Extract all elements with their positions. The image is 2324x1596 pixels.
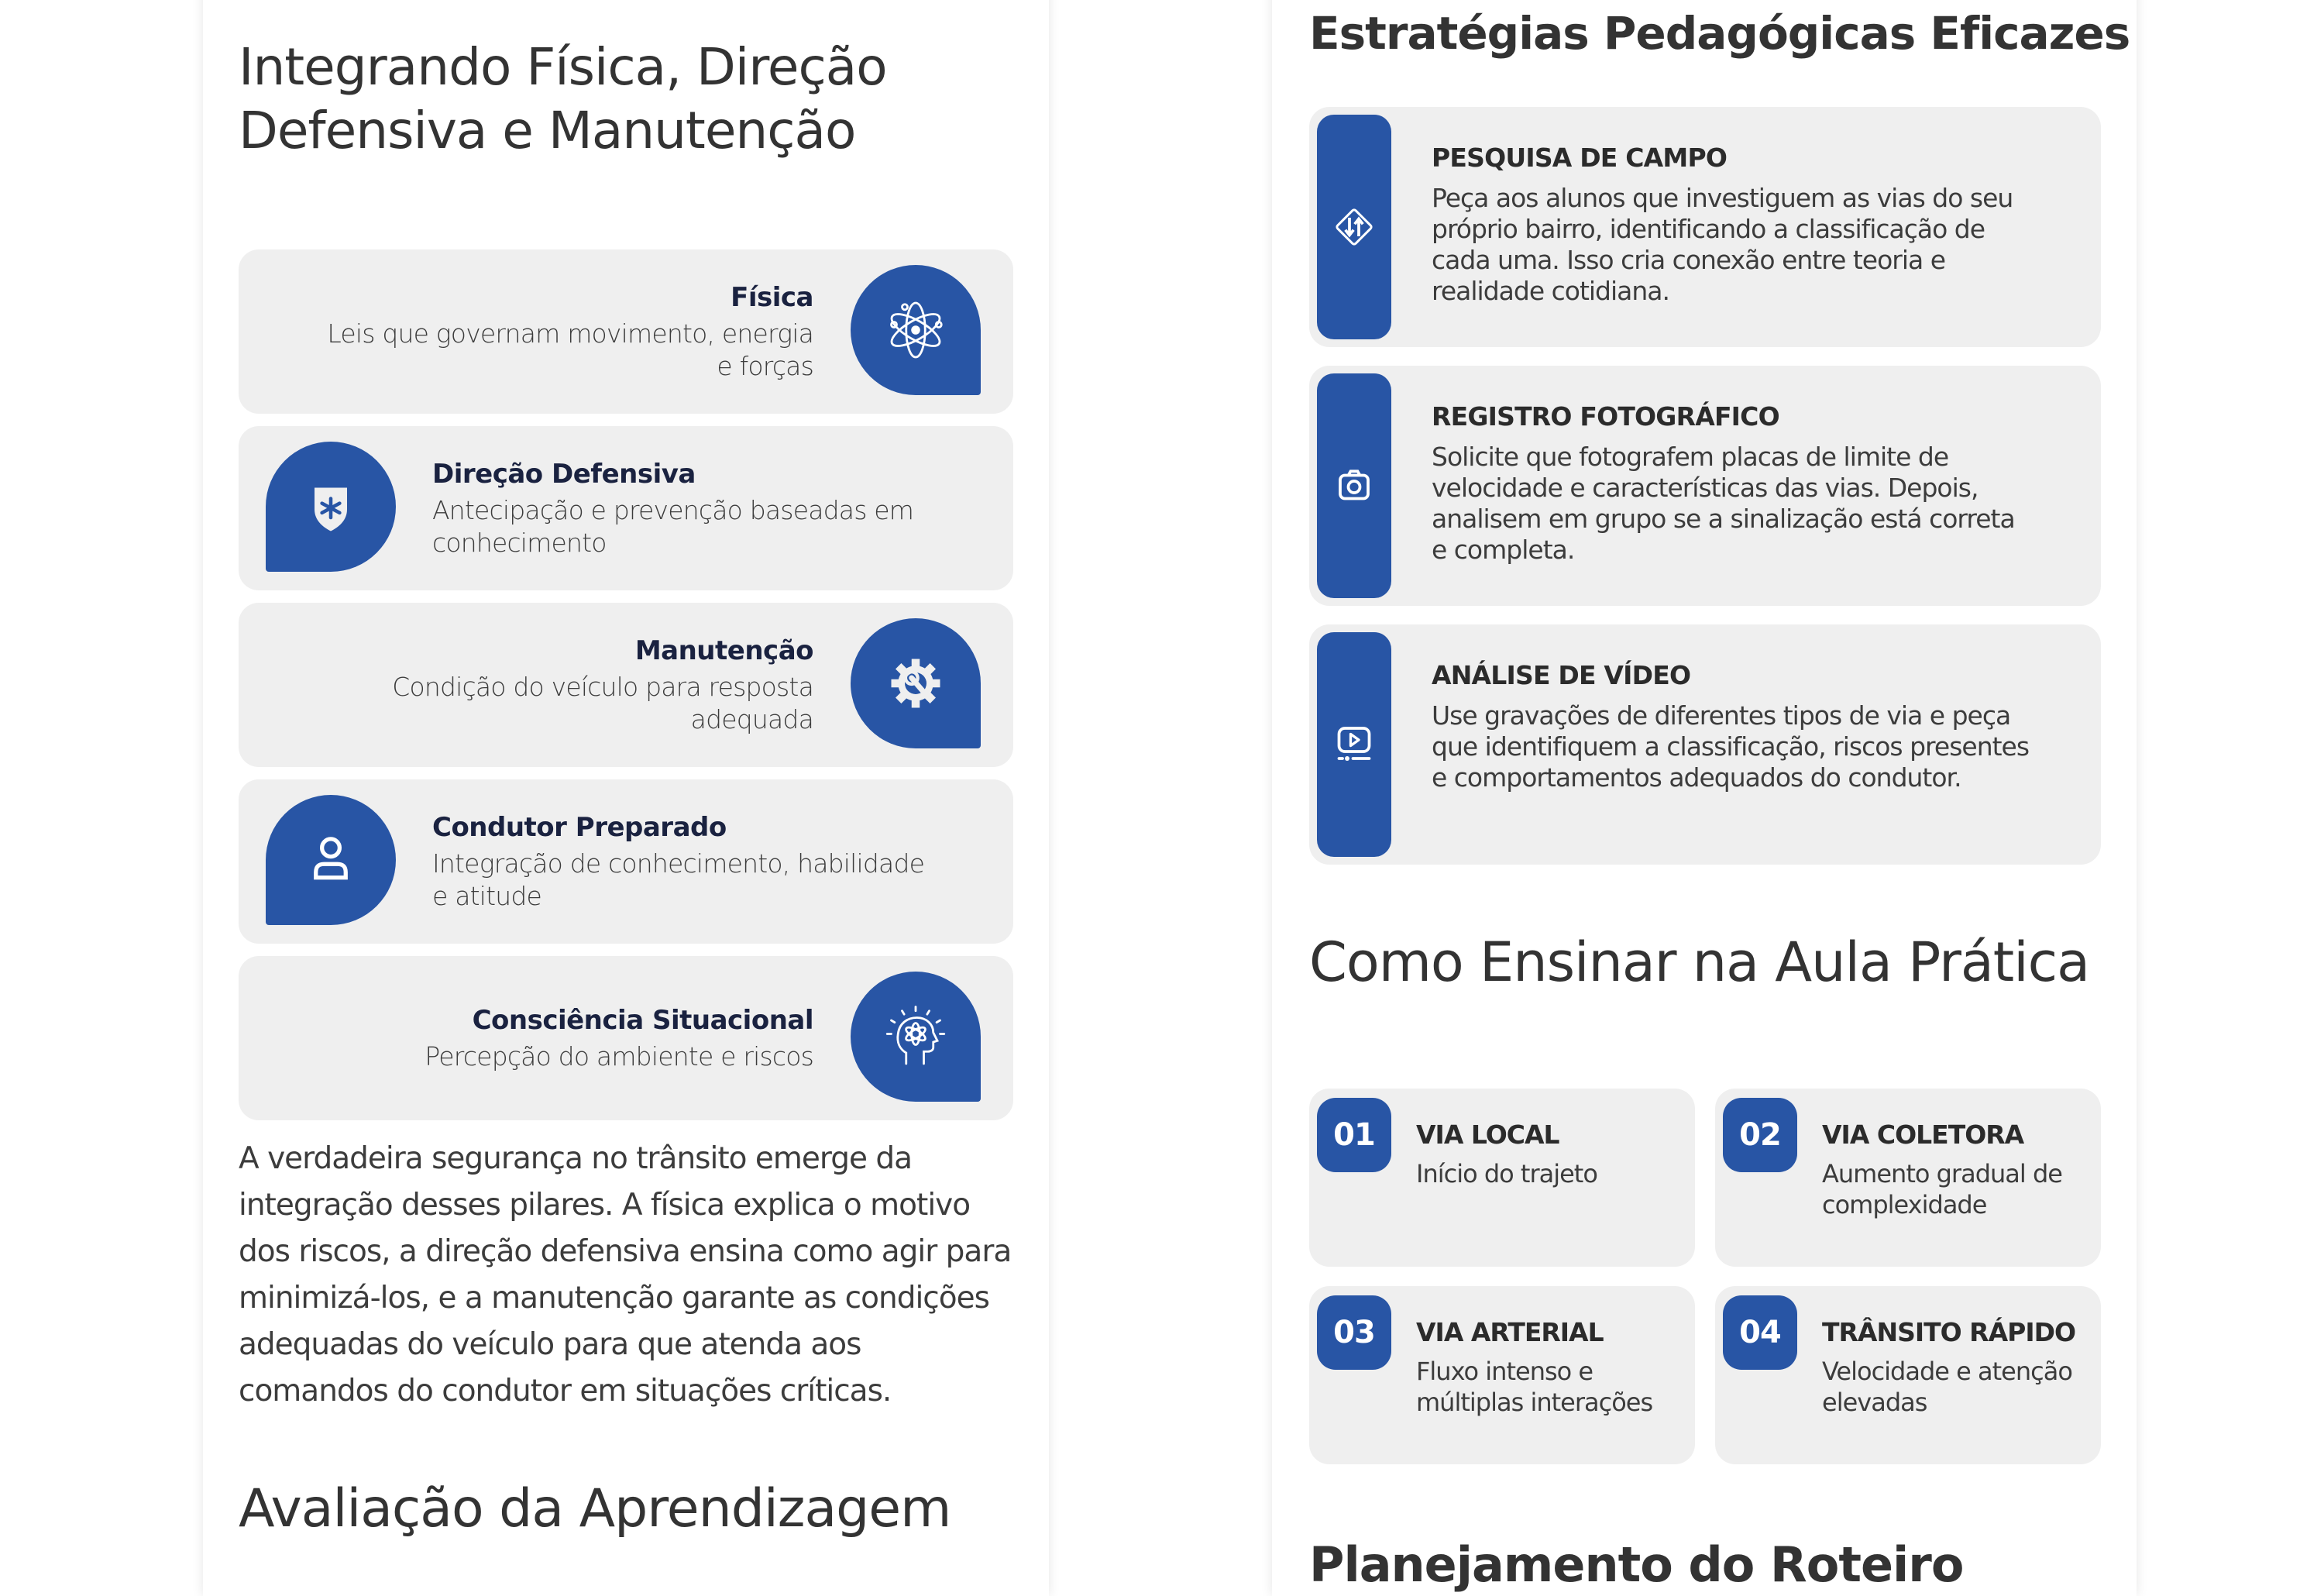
strategy-description: Peça aos alunos que investiguem as vias do seu próprio bairro, identificando a classificação de cada uma. Isso cria conexão entre teoria e realidade cotidiana. <box>1432 183 2013 306</box>
gear-wrench-icon <box>851 618 981 748</box>
step-title: VIA LOCAL <box>1416 1120 1559 1150</box>
pillar-card-direcao-defensiva <box>239 426 1013 590</box>
step-title: VIA ARTERIAL <box>1416 1317 1604 1347</box>
pillar-description: Integração de conhecimento, habilidade e atitude <box>432 848 925 911</box>
right-content-panel <box>1272 0 2137 1596</box>
step-number-badge: 04 <box>1723 1295 1797 1370</box>
step-card-via-coletora <box>1715 1089 2101 1267</box>
section-title-como-ensinar: Como Ensinar na Aula Prática <box>1309 930 2090 994</box>
pillar-title: Manutenção <box>634 635 813 666</box>
strategy-card-pesquisa-de-campo <box>1309 107 2101 347</box>
step-title: VIA COLETORA <box>1822 1120 2024 1150</box>
step-card-transito-rapido <box>1715 1286 2101 1464</box>
strategy-card-registro-fotografico <box>1309 366 2101 606</box>
section-title-integration: Integrando Física, Direção Defensiva e Manutenção <box>239 37 887 160</box>
pillar-card-condutor-preparado <box>239 779 1013 944</box>
shield-asterisk-icon <box>266 442 396 572</box>
pillar-title: Consciência Situacional <box>472 1005 813 1036</box>
step-card-via-arterial <box>1309 1286 1695 1464</box>
pillar-description: Antecipação e prevenção baseadas em conhecimento <box>432 495 914 558</box>
strategy-title: ANÁLISE DE VÍDEO <box>1432 660 1691 690</box>
step-description: Início do trajeto <box>1416 1159 1597 1188</box>
step-number-badge: 01 <box>1317 1098 1391 1172</box>
video-player-icon <box>1331 721 1377 768</box>
pillar-description: Condição do veículo para resposta adequada <box>392 672 813 734</box>
integration-paragraph: A verdadeira segurança no trânsito emerge da integração desses pilares. A física explica o motivo dos riscos, a direção defensiva ensina como agir para minimizá-los, e a manutenção garante as condições adequadas do veículo para que atenda aos comandos do condutor em situações críticas. <box>239 1141 1012 1409</box>
pillar-card-consciencia-situacional <box>239 956 1013 1120</box>
strategy-card-analise-de-video <box>1309 624 2101 865</box>
pillar-card-manutencao <box>239 603 1013 767</box>
section-title-avaliacao: Avaliação da Aprendizagem <box>239 1478 951 1539</box>
head-atom-idea-icon <box>851 972 981 1102</box>
step-description: Fluxo intenso e múltiplas interações <box>1416 1357 1653 1417</box>
pillar-description: Percepção do ambiente e riscos <box>425 1041 813 1071</box>
step-description: Velocidade e atenção elevadas <box>1822 1357 2072 1417</box>
pillar-card-fisica <box>239 249 1013 414</box>
strategy-title: PESQUISA DE CAMPO <box>1432 143 1728 173</box>
section-title-estrategias: Estratégias Pedagógicas Eficazes <box>1309 7 2130 60</box>
section-title-planejamento: Planejamento do Roteiro <box>1309 1536 1964 1593</box>
atom-physics-icon <box>851 265 981 395</box>
pillar-title: Física <box>731 282 813 313</box>
pillar-title: Condutor Preparado <box>432 812 727 843</box>
step-card-via-local <box>1309 1089 1695 1267</box>
pillar-description: Leis que governam movimento, energia e forças <box>327 318 813 381</box>
step-title: TRÂNSITO RÁPIDO <box>1822 1317 2076 1347</box>
step-number-badge: 03 <box>1317 1295 1391 1370</box>
pillar-title: Direção Defensiva <box>432 459 696 490</box>
step-number-badge: 02 <box>1723 1098 1797 1172</box>
step-description: Aumento gradual de complexidade <box>1822 1159 2062 1219</box>
strategy-title: REGISTRO FOTOGRÁFICO <box>1432 401 1779 432</box>
camera-icon <box>1331 463 1377 509</box>
person-icon <box>266 795 396 925</box>
left-content-panel <box>203 0 1049 1596</box>
strategy-description: Solicite que fotografem placas de limite de velocidade e características das vias. Depois, analisem em grupo se a sinalização está correta e completa. <box>1432 442 2015 565</box>
strategy-description: Use gravações de diferentes tipos de via e peça que identifiquem a classificação, riscos presentes e comportamentos adequados do condutor. <box>1432 700 2030 793</box>
two-way-traffic-sign-icon <box>1331 204 1377 250</box>
